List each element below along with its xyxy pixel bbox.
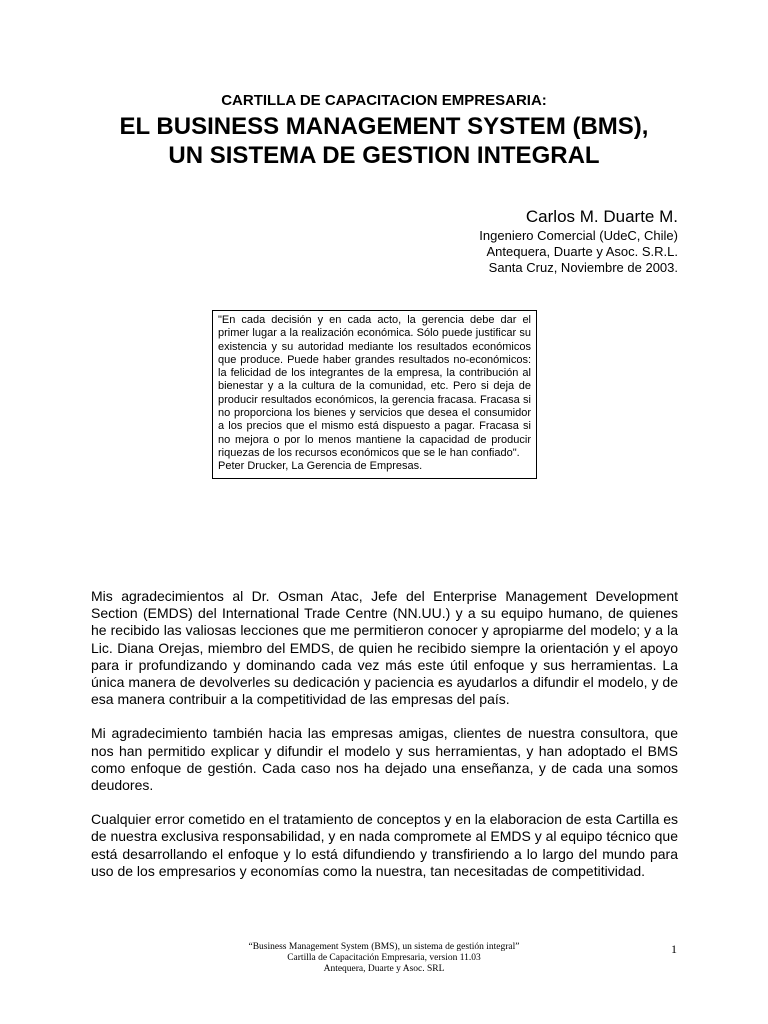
- epigraph-quote-box: [212, 310, 537, 479]
- author-block: [479, 206, 678, 276]
- footer-line-3: Antequera, Duarte y Asoc. SRL: [323, 964, 445, 974]
- footer-line-2: Cartilla de Capacitación Empresaria, version 11.03: [287, 953, 481, 963]
- author-company: Antequera, Duarte y Asoc. S.R.L.: [486, 244, 678, 259]
- author-name: Carlos M. Duarte M.: [525, 207, 678, 226]
- body-paragraph: Cualquier error cometido en el tratamiento de conceptos y en la elaboracion de esta Cartilla es de nuestra exclusiva responsabilidad, y en nada compromete al EMDS y al equipo técnico que está desarrollando el enfoque y lo está difundiendo y transfiriendo a lo largo del mundo para uso de los empresarios y economías como la nuestra, tan necesitadas de competitividad.: [91, 811, 678, 879]
- body-paragraph: Mi agradecimiento también hacia las empresas amigas, clientes de nuestra consultora, que nos han permitido explicar y difundir el modelo y sus herramientas, y han adoptado el BMS como enfoque de gestión. Cada caso nos ha dejado una enseñanza, y de cada una somos deudores.: [91, 725, 678, 794]
- author-place-date: Santa Cruz, Noviembre de 2003.: [488, 260, 678, 275]
- epigraph-quote-source: Peter Drucker, La Gerencia de Empresas.: [218, 460, 423, 473]
- title-line-2: UN SISTEMA DE GESTION INTEGRAL: [168, 142, 600, 169]
- epigraph-quote-text: "En cada decisión y en cada acto, la gerencia debe dar el primer lugar a la realización económica. Sólo puede justificar su existencia y su autoridad mediante los resultados económicos que produce. Puede haber grandes resultados no-económicos: la felicidad de los integrantes de la empresa, la contribución al bienestar y a la cultura de la comunidad, etc. Pero si deja de producir resultados económicos, la gerencia fracasa. Fracasa si no proporciona los bienes y servicios que desea el consumidor a los precios que el mismo está dispuesto a pagar. Fracasa si no mejora o por lo menos mantiene la capacidad de producir riquezas de los recursos económicos que se le han confiado".: [218, 314, 531, 459]
- body-paragraph: Mis agradecimientos al Dr. Osman Atac, Jefe del Enterprise Management Development Section (EMDS) del International Trade Centre (NN.UU.) y a su equipo humano, de quienes he recibido las valiosas lecciones que me permitieron conocer y apropiarme del modelo; y a la Lic. Diana Orejas, miembro del EMDS, de quien he recibido siempre la orientación y el apoyo para ir profundizando y dominando cada vez más este útil enfoque y sus herramientas. La única manera de devolverles su dedicación y paciencia es ayudarlos a difundir el modelo, y de esa manera contribuir a la competitividad de las empresas del país.: [91, 588, 678, 708]
- document-title: [0, 112, 768, 170]
- page-footer: [0, 942, 768, 975]
- footer-line-1: “Business Management System (BMS), un sistema de gestión integral”: [248, 942, 520, 952]
- document-kicker: CARTILLA DE CAPACITACION EMPRESARIA:: [221, 92, 547, 109]
- author-title: Ingeniero Comercial (UdeC, Chile): [479, 228, 678, 243]
- title-line-1: EL BUSINESS MANAGEMENT SYSTEM (BMS),: [119, 113, 649, 140]
- page-number: 1: [671, 942, 677, 956]
- acknowledgements-section: [91, 588, 678, 897]
